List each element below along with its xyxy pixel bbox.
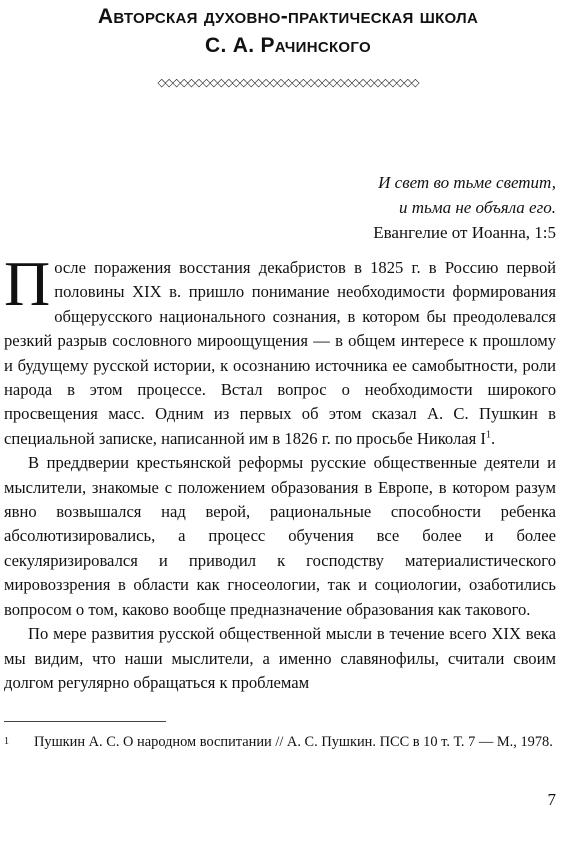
page-number: 7	[547, 790, 556, 809]
body-text	[4, 248, 556, 695]
footnote-ref[interactable]: 1	[485, 429, 491, 441]
paragraph-2: В преддверии крестьянской реформы русские общественные деятели и мыслители, знакомые с положением образования в Европе, в котором разум явно возвышался над верой, рациональные способности ребенка абсолютизировались, а процесс обучения все более и более секуляризировался и приводил к господству материалистического мировоззрения в области как гносеологии, так и социологии, озаботились вопросом о том, каково вообще предназначение образования как такового.	[4, 453, 556, 619]
epigraph	[236, 170, 556, 245]
footnote	[4, 732, 556, 752]
paragraph-1	[4, 248, 556, 451]
paragraph-3: По мере развития русской общественной мысли в течение всего XIX века мы видим, что наши мыслители, а именно славянофилы, считали своим долгом регулярно обращаться к проблемам	[4, 624, 556, 692]
paragraph-1-end: .	[490, 428, 496, 448]
chapter-title	[0, 2, 576, 60]
epigraph-source: Евангелие от Иоанна, 1:5	[373, 223, 556, 242]
drop-cap: П	[4, 248, 51, 319]
epigraph-line1: И свет во тьме светит,	[378, 173, 556, 192]
footnote-mark: 1	[4, 736, 9, 747]
footnote-divider	[4, 721, 166, 722]
ornament-divider: ◇◇◇◇◇◇◇◇◇◇◇◇◇◇◇◇◇◇◇◇◇◇◇◇◇◇◇◇◇◇◇◇◇◇◇	[157, 76, 419, 89]
paragraph-1-text: осле поражения восстания декабристов в 1825 г. в Россию первой половины XIX в. пришло понимание необходимости формирования общерусского национального сознания, в котором бы преодолевался резкий разрыв сословного мироощущения — в общем интересе к прошлому и будущему русской истории, к осознанию источника ее самобытности, роли народа в этом процессе. Встал вопрос о необходимости широкого просвещения масс. Одним из первых об этом сказал А. С. Пушкин в специальной записке, написанной им в 1826 г. по просьбе Николая I	[4, 258, 556, 448]
chapter-title-line2: С. А. Рачинского	[205, 34, 371, 57]
epigraph-line2: и тьма не объяла его.	[398, 198, 556, 217]
footnote-text: Пушкин А. С. О народном воспитании // А. С. Пушкин. ПСС в 10 т. Т. 7 — М., 1978.	[34, 734, 553, 750]
chapter-title-line1: Авторская духовно-практическая школа	[97, 5, 479, 28]
